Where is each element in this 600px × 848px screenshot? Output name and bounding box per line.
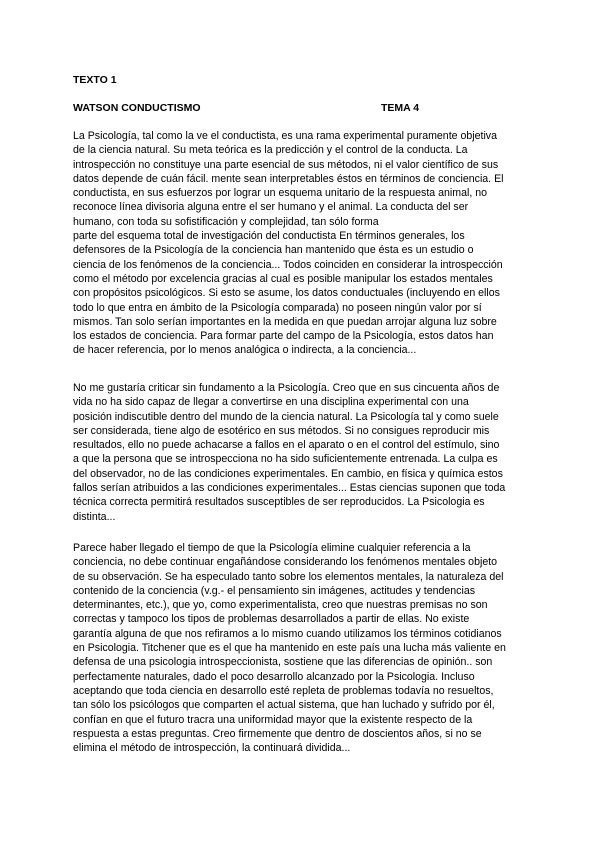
paragraph-1	[73, 129, 535, 358]
text-line: defensores de la Psicología de la conciencia han mantenido que ésta es un estudio o	[73, 244, 474, 257]
text-line: defensa de una psicologia introspeccionista, sostiene que las diferencias de opinión.. son	[73, 656, 493, 669]
text-line: de su observación. Se ha especulado tanto sobre los elementos mentales, la naturaleza del	[73, 570, 504, 583]
text-line: garantía alguna de que nos refiramos a lo mismo cuando utilizamos los términos cotidianos	[73, 627, 502, 640]
text-line: todo lo que entra en ámbito de la Psicología comparada) no poseen ningún valor por sí	[73, 301, 482, 314]
text-line: La Psicología, tal como la ve el conductista, es una rama experimental puramente objetiva	[73, 130, 497, 142]
text-line: mismos. Tan solo serían importantes en la medida en que puedan arrojar alguna luz sobre	[73, 315, 497, 328]
text-line: reconoce línea divisoria alguna entre el ser humano y el animal. La conducta del ser	[73, 201, 469, 214]
text-line: distinta...	[73, 510, 116, 523]
text-line: fallos serían atribuidos a las condiciones experimentales... Estas ciencias suponen que toda	[73, 482, 506, 495]
text-line: posición indiscutible dentro del mundo de la ciencia natural. La Psicología tal y como suele	[73, 410, 499, 423]
document-title: WATSON CONDUCTISMO	[73, 102, 201, 114]
tema-label: TEMA 4	[381, 102, 420, 114]
text-line: de hacer referencia, por lo menos analógica o indirecta, a la conciencia...	[73, 344, 417, 357]
text-line: elimina el método de introspección, la continuará dividida...	[73, 742, 351, 755]
text-line: conciencia, no debe continuar engañándose considerando los fenómenos mentales objeto	[73, 556, 498, 569]
paragraph-2	[73, 381, 535, 524]
text-line: Parece haber llegado el tiempo de que la Psicología elimine cualquier referencia a la	[73, 542, 471, 554]
text-line: introspección no constituye una parte esencial de sus métodos, ni el valor científico de sus	[73, 158, 499, 171]
text-line: los estados de conciencia. Para formar parte del campo de la Psicología, estos datos han	[73, 330, 494, 343]
text-line: conductista, en sus esfuerzos por lograr un esquema unitario de la respuesta animal, no	[73, 187, 487, 200]
text-line: respuesta a estas preguntas. Creo firmemente que dentro de doscientos años, si no se	[73, 727, 482, 740]
text-line: técnica correcta permitirá resultados susceptibles de ser reproducidos. La Psicologia es	[73, 496, 485, 509]
text-line: humano, con toda su sofistificación y complejidad, tan sólo forma	[73, 215, 379, 228]
text-line: perfectamente naturales, dado el poco desarrollo alcanzado por la Psicologia. Incluso	[73, 670, 475, 683]
text-line: aceptando que toda ciencia en desarrollo esté repleta de problemas todavía no resueltos,	[73, 684, 494, 697]
text-line: datos depende de cuán fácil. mente sean interpretables éstos en términos de conciencia. El	[73, 172, 504, 185]
text-line: resultados, ello no puede achacarse a fallos en el aparato o en el control del estímulo, sino	[73, 439, 500, 452]
paragraph-3	[73, 541, 535, 755]
text-line: ser considerada, tiene algo de esotérico en sus métodos. Si no consigues reproducir mis	[73, 424, 490, 437]
text-line: con propósitos psicológicos. Si esto se asume, los datos conductuales (incluyendo en ellos	[73, 287, 500, 300]
text-line: vida no ha sido capaz de llegar a convertirse en una disciplina experimental con una	[73, 396, 469, 409]
text-line: No me gustaría criticar sin fundamento a la Psicología. Creo que en sus cincuenta años de	[73, 382, 500, 394]
text-line: a que la persona que se introspecciona no ha sido suficientemente entrenada. La culpa es	[73, 453, 498, 466]
text-line: como el método por excelencia gracias al cual es posible manipular los estados mentales	[73, 272, 493, 285]
text-line: de la ciencia natural. Su meta teórica es la predicción y el control de la conducta. La	[73, 144, 468, 157]
text-line: confían en que el futuro tracra una uniformidad mayor que la existente respecto de la	[73, 713, 473, 726]
text-line: determinantes, etc.), que yo, como experimentalista, creo que nuestras premisas no son	[73, 599, 488, 612]
text-line: ciencia de los fenómenos de la conciencia... Todos coinciden en considerar la introspección	[73, 258, 503, 271]
text-line: del observador, no de las condiciones experimentales. En cambio, en física y química estos	[73, 467, 503, 480]
text-line: tan sólo los psicólogos que comparten el actual sistema, que han luchado y sufrido por él,	[73, 699, 495, 712]
text-line: contenido de la conciencia (v.g.- el pensamiento sin imágenes, actitudes y tendencias	[73, 584, 476, 597]
text-line: parte del esquema total de investigación del conductista En términos generales, los	[73, 230, 465, 243]
texto-label: TEXTO 1	[73, 74, 117, 86]
text-line: correctas y tampoco los tipos de problemas desarrollados a partir de ellas. No existe	[73, 613, 470, 626]
text-line: en Psicologia. Titchener que es el que ha mantenido en este país una lucha más valiente en	[73, 642, 506, 655]
